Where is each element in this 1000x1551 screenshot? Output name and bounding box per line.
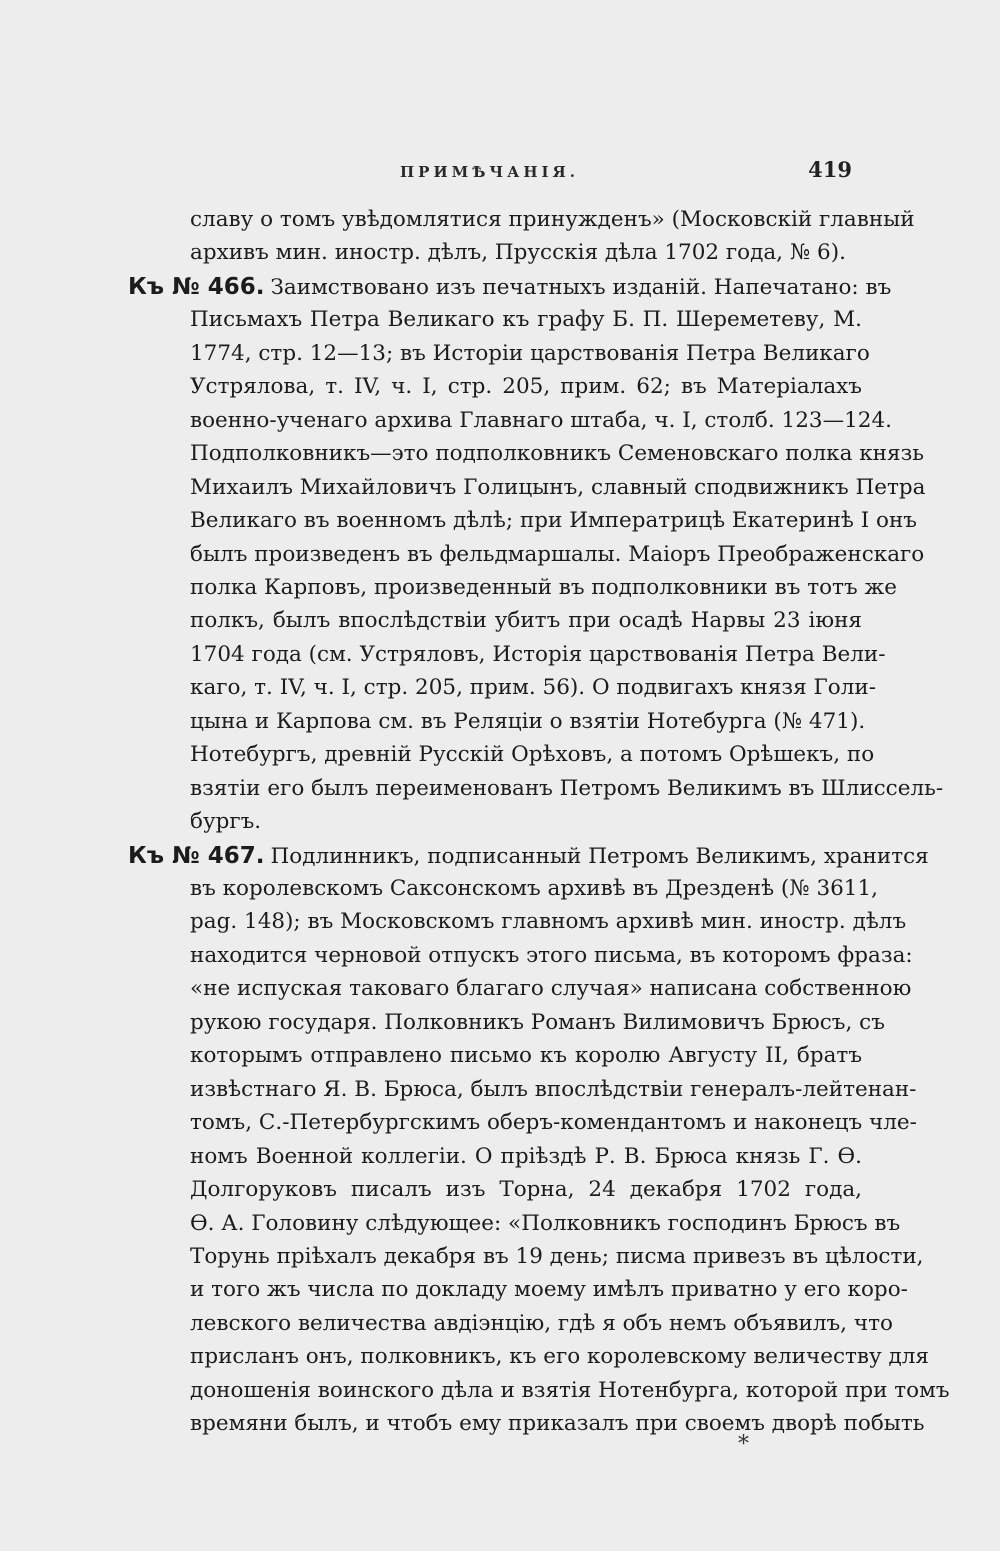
line-text: «не испуская таковаго благаго случая» написана собственною [190,976,912,1002]
text-line [190,1006,885,1040]
line-text: полка Карповъ, произведенный въ подполковники въ тотъ же [190,574,897,600]
text-line [190,1073,917,1107]
line-text: 1704 года (см. Устряловъ, Исторія царствованія Петра Вели- [190,641,886,667]
line-text: присланъ онъ, полковникъ, къ его королевскому величеству для [190,1344,929,1370]
line-text: номъ Военной коллегіи. О пріѣздѣ Р. В. Брюса князь Г. Ѳ. [190,1143,862,1169]
text-line [190,772,944,806]
text-line [190,604,862,638]
text-line [190,939,913,973]
text-line [190,972,912,1006]
text-line [190,905,907,939]
signature-mark: * [738,1432,749,1457]
line-text: извѣстнаго Я. В. Брюса, былъ впослѣдствіи генералъ-лейтенан- [190,1076,917,1102]
entry-label: Къ № 467. [128,842,265,869]
text-line [190,1307,893,1341]
text-line [190,504,917,538]
line-text: находится черновой отпускъ этого письма, въ которомъ фраза: [190,942,913,968]
line-text: архивъ мин. иностр. дѣлъ, Прусскія дѣла 1702 года, № 6). [190,240,846,266]
line-text: которымъ отправлено письмо къ королю Августу II, братъ [190,1043,862,1069]
text-line [190,337,870,371]
text-line [190,1140,862,1174]
text-line [190,805,862,839]
text-line [190,1273,908,1307]
text-line [190,1039,862,1073]
text-line [190,638,886,672]
text-line [190,1340,929,1374]
running-title: ПРИМѢЧАНІЯ. [400,163,579,181]
line-text: Заимствовано изъ печатныхъ изданій. Напечатано: въ [270,274,892,300]
line-text: славу о томъ увѣдомлятися принужденъ» (Московскій главный [190,207,915,232]
text-line [190,1173,862,1207]
text-line [190,471,926,505]
text-line [190,1374,950,1408]
line-text: Подполковникъ—это подполковникъ Семеновскаго полка князь [190,441,925,467]
text-line [190,303,862,337]
text-line [190,437,925,471]
line-text: Ѳ. А. Головину слѣдующее: «Полковникъ господинъ Брюсъ въ [190,1210,901,1236]
text-line [190,571,897,605]
text-line [190,705,866,739]
line-text: томъ, С.-Петербургскимъ оберъ-комендантомъ и наконецъ чле- [190,1110,917,1136]
line-text: Михаилъ Михайловичъ Голицынъ, славный сподвижникъ Петра [190,474,926,500]
line-text: цына и Карпова см. въ Реляціи о взятіи Нотебурга (№ 471). [190,708,866,734]
line-text: полкъ, былъ впослѣдствіи убитъ при осадѣ Нарвы 23 іюня [190,608,862,634]
text-line [190,1407,925,1441]
line-text: Устрялова, т. IV, ч. I, стр. 205, прим. 62; въ Матеріалахъ [190,374,862,400]
line-text: военно-ученаго архива Главнаго штаба, ч. I, столб. 123—124. [190,407,892,433]
line-text: взятіи его былъ переименованъ Петромъ Великимъ въ Шлиссель- [190,775,944,801]
line-text: Великаго въ военномъ дѣлѣ; при Императрицѣ Екатеринѣ I онъ [190,508,917,534]
line-text: Подлинникъ, подписанный Петромъ Великимъ, хранится [270,843,929,869]
page-number: 419 [808,157,852,182]
running-head [190,157,860,187]
line-text: 1774, стр. 12—13; въ Исторіи царствованія Петра Великаго [190,340,870,366]
line-text: Долгоруковъ писалъ изъ Торна, 24 декабря 1702 года, [190,1177,862,1203]
text-line [190,1240,924,1274]
line-text: Письмахъ Петра Великаго къ графу Б. П. Шереметеву, М. [190,307,862,333]
line-text: pag. 148); въ Московскомъ главномъ архивѣ мин. иностр. дѣлъ [190,909,907,935]
line-text: и того жъ числа по докладу моему имѣлъ приватно у его коро- [190,1277,908,1303]
line-text: Нотебургъ, древній Русскій Орѣховъ, а потомъ Орѣшекъ, по [190,742,875,768]
line-text: въ королевскомъ Саксонскомъ архивѣ въ Дрезденѣ (№ 3611, [190,876,878,901]
line-text: рукою государя. Полковникъ Романъ Вилимовичъ Брюсъ, съ [190,1009,885,1035]
text-line [190,236,862,270]
text-line [190,671,876,705]
text-line [190,203,915,237]
text-line [190,370,862,404]
line-text: левского величества авдіэнцію, гдѣ я объ немъ объявилъ, что [190,1310,893,1336]
text-line [190,538,925,572]
line-text: Торунь пріѣхалъ декабря въ 19 день; писма привезъ въ цѣлости, [190,1243,924,1269]
line-text: времяни былъ, и чтобъ ему приказалъ при своемъ дворѣ побыть [190,1411,925,1437]
line-text: былъ произведенъ въ фельдмаршалы. Маіоръ Преображенскаго [190,541,925,567]
line-text: доношенія воинского дѣла и взятія Нотенбурга, которой при томъ [190,1377,950,1403]
text-line [190,1106,917,1140]
text-line [190,872,878,906]
line-text: каго, т. IV, ч. I, стр. 205, прим. 56). О подвигахъ князя Голи- [190,675,876,701]
line-text: бургъ. [190,809,262,835]
text-line [190,1207,901,1241]
entry-label: Къ № 466. [128,273,265,300]
text-line [128,270,892,304]
text-line [190,404,892,438]
text-line [128,839,929,873]
text-line [190,738,875,772]
